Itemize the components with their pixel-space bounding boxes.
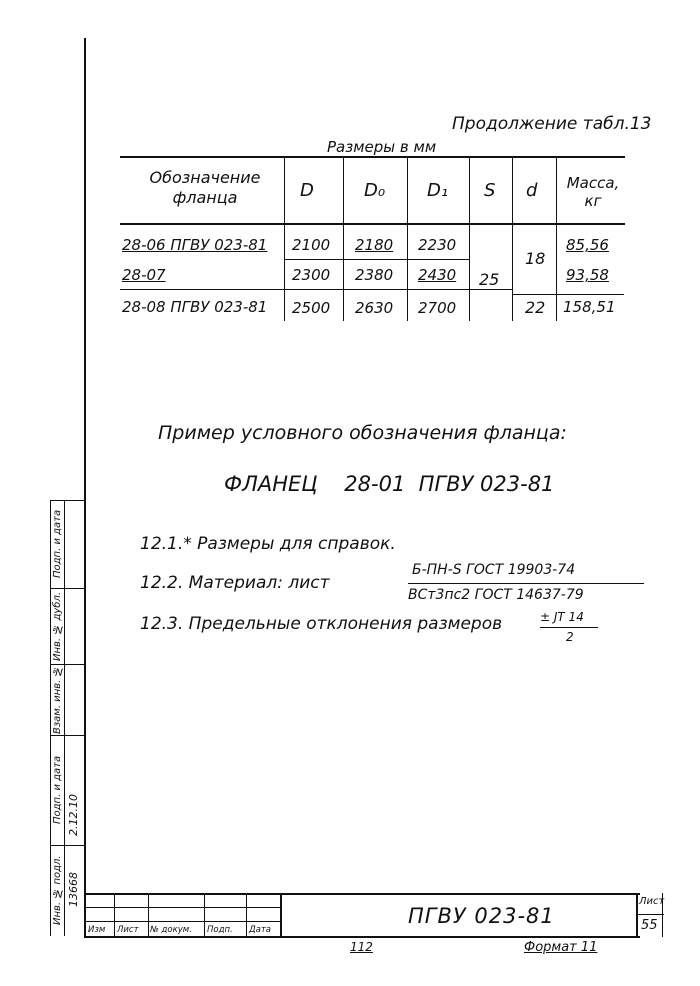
cell-mass: 93,58 — [566, 266, 609, 284]
cell-d-merged: 18 — [525, 249, 546, 268]
stamp-col-list: Лист — [117, 925, 139, 935]
stamp-col-rule — [114, 893, 115, 937]
side-date-value: 2.12.10 — [67, 794, 80, 836]
col-header-S: S — [484, 180, 496, 201]
stamp-col-date: Дата — [249, 925, 272, 935]
cell-D: 2100 — [292, 236, 331, 254]
note-12-3-denominator: 2 — [566, 630, 574, 644]
stamp-col-doc: № докум. — [150, 925, 192, 935]
col-sep — [556, 156, 557, 321]
col-header-designation: Обозначение фланца — [149, 168, 261, 207]
note-12-3-prefix: 12.3. Предельные отклонения размеров — [140, 614, 503, 634]
table-top-rule — [120, 156, 625, 158]
note-12-2-prefix: 12.2. Материал: лист — [140, 573, 330, 593]
cell-D1: 2230 — [418, 236, 457, 254]
cell-D0: 2380 — [355, 266, 394, 284]
side-label-sign-date: Подп. и дата — [52, 755, 63, 825]
cell-D0: 2180 — [355, 236, 394, 254]
cell-D: 2300 — [292, 266, 331, 284]
stamp-doc-code: ПГВУ 023-81 — [408, 904, 555, 928]
note-12-1: 12.1.* Размеры для справок. — [140, 534, 396, 554]
cell-d-last: 22 — [525, 298, 546, 317]
col-sep — [343, 156, 344, 321]
note-12-2-numerator: Б-ПН-S ГОСТ 19903-74 — [412, 562, 576, 578]
cell-mass: 158,51 — [563, 298, 616, 316]
stamp-col-sign: Подп. — [207, 925, 233, 935]
row-rule — [120, 289, 512, 290]
col-header-D0: D₀ — [364, 180, 386, 201]
stamp-row-rule — [86, 921, 280, 922]
table-header-rule — [120, 223, 625, 225]
note-12-2-denominator: ВСт3пс2 ГОСТ 14637-79 — [408, 587, 584, 603]
example-title: Пример условного обозначения фланца: — [158, 422, 567, 444]
stamp-sheet-number: 55 — [641, 918, 658, 933]
row-sep-d — [512, 294, 624, 295]
col-sep — [512, 156, 513, 321]
side-strip-mid-rule — [64, 500, 65, 936]
col-header-D: D — [300, 180, 314, 201]
col-sep — [284, 156, 285, 321]
note-12-3-numerator: ± JT 14 — [540, 610, 584, 624]
side-label-sign-date-2: Подп. и дата — [52, 509, 63, 579]
fraction-bar — [408, 583, 644, 584]
side-label-inv-dup: Инв. № дубл. — [52, 591, 63, 661]
example-designation: ФЛАНЕЦ 28-01 ПГВУ 023-81 — [224, 472, 555, 496]
side-strip-left-rule — [50, 500, 51, 936]
row-rule — [284, 259, 469, 260]
cell-designation: 28-06 ПГВУ 023-81 — [122, 236, 268, 254]
stamp-col-rule — [246, 893, 247, 937]
cell-designation: 28-07 — [122, 266, 166, 284]
format-label: Формат 11 — [524, 940, 598, 955]
side-label-inv-orig: Инв. № подл. — [52, 855, 63, 925]
stamp-col-rule — [204, 893, 205, 937]
col-sep — [407, 156, 408, 321]
cell-D1: 2430 — [418, 266, 457, 284]
page-number: 112 — [350, 940, 373, 954]
side-inv-value: 13668 — [67, 872, 80, 908]
stamp-row-rule — [86, 907, 280, 908]
cell-D1: 2700 — [418, 299, 457, 317]
frame-left-line — [84, 38, 86, 936]
stamp-sheet-label: Лист — [639, 896, 665, 907]
col-sep — [469, 156, 470, 321]
cell-designation: 28-08 ПГВУ 023-81 — [122, 298, 268, 316]
col-header-D1: D₁ — [427, 180, 449, 201]
cell-mass: 85,56 — [566, 236, 609, 254]
cell-D0: 2630 — [355, 299, 394, 317]
col-header-mass: Масса, кг — [566, 174, 620, 210]
units-label: Размеры в мм — [327, 138, 437, 156]
stamp-col-izm: Изм — [88, 925, 106, 935]
stamp-top-rule — [86, 893, 640, 895]
stamp-col-rule — [636, 893, 638, 937]
fraction-bar — [540, 627, 598, 628]
stamp-col-rule — [280, 893, 282, 937]
stamp-row-rule — [636, 914, 664, 915]
stamp-col-rule — [148, 893, 149, 937]
cell-S-merged: 25 — [479, 270, 500, 289]
col-header-d: d — [526, 180, 538, 201]
cell-D: 2500 — [292, 299, 331, 317]
side-label-replace-inv: Взам. инв. № — [52, 665, 63, 734]
continuation-label: Продолжение табл.13 — [452, 114, 652, 134]
frame-bottom-line — [84, 936, 640, 938]
